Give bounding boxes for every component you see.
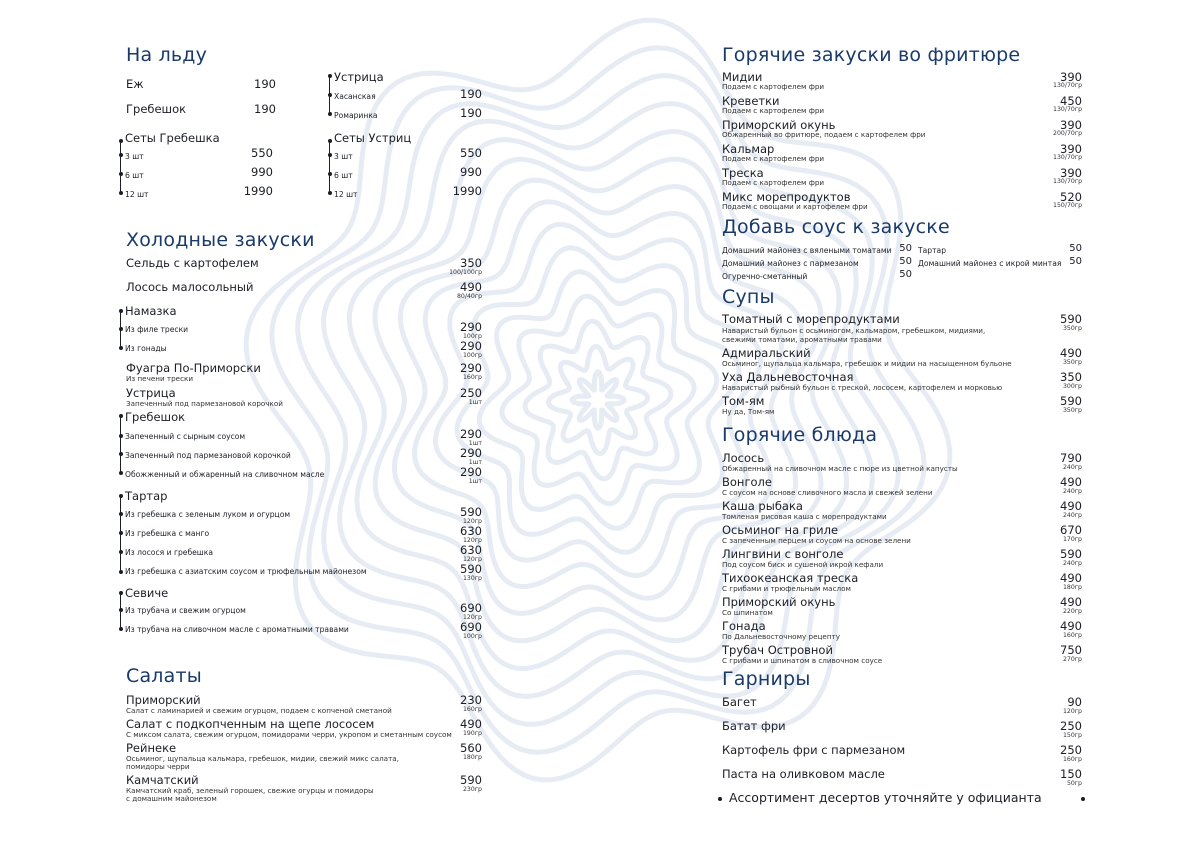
item-weight: 240гр [1063,512,1082,519]
item-description: Ну да, Том-ям [722,407,775,416]
item-weight: 240гр [1063,560,1082,567]
item-name: Камчатский [126,773,199,787]
menu-item [722,696,1082,720]
item-name: Креветки [722,94,780,108]
menu-item [722,119,1082,143]
item-name: Трубач Островной [722,643,833,657]
item-name: Из филе трески [125,325,189,334]
item-name: Осьминог на гриле [722,523,839,537]
item-price: 790 [1060,451,1082,465]
item-name: Багет [722,695,757,709]
wave-ring [479,272,717,529]
item-weight: 130/70гр [1053,178,1082,185]
bullet-dot [119,531,123,535]
sauce-price: 50 [899,256,912,267]
item-weight: 120гр [463,537,482,544]
item-weight: 100гр [463,333,482,340]
menu-item [722,71,1082,95]
item-weight: 300гр [1063,383,1082,390]
item-price: 190 [460,106,482,120]
group-title: Устрица [334,70,384,84]
bullet-dot [328,191,332,195]
item-name: Из гребешка с манго [125,529,210,538]
item-name: Запеченный с сырным соусом [125,432,246,441]
item-name: Из гребешка с зеленым луком и огурцом [125,510,291,519]
bullet-dot [119,608,123,612]
item-weight: 230гр [463,786,482,793]
bullet-dot [119,494,123,498]
item-name: Мидии [722,70,763,84]
item-description: Обжаренный на сливочном масле с пюре из цветной капусты [722,464,958,473]
wave-ring [435,224,760,575]
item-description: С миксом салата, свежим огурцом, помидорами черри, укропом и сметанным соусом [126,730,452,739]
item-name: Микс морепродуктов [722,190,851,204]
item-price: 290 [460,465,482,479]
item-weight: 100гр [463,352,482,359]
item-weight: 80/40гр [456,293,482,300]
menu-item [722,95,1082,119]
item-price: 190 [254,77,276,91]
bullet-dot [718,797,722,801]
menu-item [722,395,1082,419]
bullet-dot [1081,797,1085,801]
item-price: 490 [1060,499,1082,513]
item-name: Запеченный под пармезановой корочкой [125,451,291,460]
sauce-name: Тартар [918,246,947,255]
item-price: 390 [1060,166,1082,180]
item-price: 190 [254,102,276,116]
menu-item [722,720,1082,744]
bullet-dot [119,153,123,157]
bullet-dot [119,191,123,195]
menu-item [722,347,1082,371]
group-bracket-line [329,141,330,193]
bullet-dot [328,112,332,116]
sauce-name: Домашний майонез с икрой минтая [918,259,1062,268]
item-description-line2: свежими томатами, ароматными травами [722,335,882,344]
group-bracket-line [120,416,121,473]
item-description: Камчатский краб, зеленый горошек, свежие огурцы и помидоры [126,786,374,795]
item-description: Подаем с картофелем фри [722,82,825,91]
item-price: 590 [1060,547,1082,561]
sauce-item [722,242,912,256]
item-description: Запеченный под пармезановой корочкой [126,399,283,408]
item-description: С грибами и шпинатом в сливочном соусе [722,656,883,665]
item-name: Картофель фри с пармезаном [722,743,906,757]
item-price: 450 [1060,94,1082,108]
item-price: 590 [460,562,482,576]
section-title-cold: Холодные закуски [126,229,315,251]
item-price: 670 [1060,523,1082,537]
item-price: 490 [1060,475,1082,489]
item-price: 550 [251,146,273,160]
item-price: 290 [460,361,482,375]
item-name: 3 шт [334,152,353,161]
item-weight: 350гр [1063,325,1082,332]
menu-item [722,476,1082,500]
group-title: Севиче [125,586,169,600]
item-name: Из гребешка с азиатским соусом и трюфельным майонезом [125,567,367,576]
item-name: Каша рыбака [722,499,803,513]
item-price: 350 [460,256,482,270]
item-price: 520 [1060,190,1082,204]
item-weight: 1шт [468,440,482,447]
item-weight: 120гр [463,518,482,525]
item-weight: 160гр [463,706,482,713]
item-price: 290 [460,427,482,441]
item-description: С запеченным перцем и соусом на основе зелени [722,536,911,545]
item-price: 590 [1060,312,1082,326]
item-price: 630 [460,543,482,557]
item-price: 390 [1060,70,1082,84]
wave-ring [549,347,648,454]
item-weight: 160гр [1063,632,1082,639]
wave-ring [572,372,624,428]
bullet-dot [119,346,123,350]
item-price: 90 [1067,695,1082,709]
item-price: 390 [1060,118,1082,132]
item-weight: 150/70гр [1053,202,1082,209]
item-name: Приморский [126,693,201,707]
menu-item [125,563,482,587]
bullet-dot [119,452,123,456]
menu-item [722,452,1082,476]
item-weight: 350гр [1063,407,1082,414]
section-title-soups: Супы [722,286,775,308]
item-name: Из гонады [125,344,167,353]
menu-item [722,313,1082,347]
item-price: 250 [1060,743,1082,757]
item-weight: 120гр [463,556,482,563]
item-name: Батат фри [722,719,786,733]
menu-item [722,143,1082,167]
bullet-dot [119,327,123,331]
item-price: 390 [1060,142,1082,156]
item-weight: 200/70гр [1053,130,1082,137]
item-name: Гребешок [126,102,187,116]
item-name: Ромаринка [334,111,378,120]
item-weight: 160гр [1063,756,1082,763]
item-name: Приморский окунь [722,595,836,609]
item-name: Треска [722,166,764,180]
item-price: 490 [1060,619,1082,633]
section-title-sides: Гарниры [722,668,811,690]
menu-item [126,103,276,127]
item-description: Томленая рисовая каша с морепродуктами [722,512,887,521]
item-price: 290 [460,320,482,334]
item-price: 230 [460,693,482,707]
item-name: Рейнеке [126,741,177,755]
group-title: Тартар [125,489,168,503]
item-weight: 130/70гр [1053,82,1082,89]
sauce-item [722,268,912,282]
menu-item [125,466,482,490]
bullet-dot [119,309,123,313]
item-name: 6 шт [125,171,144,180]
item-name: Приморский окунь [722,118,836,132]
section-title-on-ice: На льду [126,44,208,66]
bullet-dot [119,550,123,554]
item-description: Под соусом биск и сушеной икрой кефали [722,560,884,569]
group-bracket-line [120,141,121,193]
item-weight: 350гр [1063,359,1082,366]
menu-item [126,718,482,742]
item-description: Со шпинатом [722,608,773,617]
menu-item [125,185,273,209]
desserts-note [715,790,1087,808]
item-weight: 130/70гр [1053,106,1082,113]
item-name: Вонголе [722,475,772,489]
bullet-dot [119,471,123,475]
bullet-dot [119,172,123,176]
item-price: 250 [1060,719,1082,733]
item-price: 630 [460,524,482,538]
item-name: 3 шт [125,152,144,161]
menu-item [722,744,1082,768]
menu-item [722,644,1082,668]
menu-item [722,371,1082,395]
item-name: Хасанская [334,92,376,101]
item-name: Еж [126,77,144,91]
item-weight: 1шт [468,478,482,485]
item-name: Томатный с морепродуктами [722,312,900,326]
item-price: 1990 [452,184,482,198]
menu-item [722,768,1082,792]
menu-item [126,694,482,718]
item-price: 350 [1060,370,1082,384]
menu-item [722,191,1082,215]
item-price: 690 [460,601,482,615]
item-weight: 120гр [463,614,482,621]
item-description: Осьминог, щупальца кальмара, гребешок и мидии на насыщенном бульоне [722,359,1012,368]
item-weight: 1шт [468,399,482,406]
item-price: 250 [460,386,482,400]
item-description: По Дальневосточному рецепту [722,632,840,641]
sauce-price: 50 [1069,243,1082,254]
item-name: Обожженный и обжаренный на сливочном масле [125,470,325,479]
item-weight: 240гр [1063,464,1082,471]
item-name: Из трубача и свежим огурцом [125,606,246,615]
item-weight: 1шт [468,459,482,466]
sauce-name: Домашний майонез с пармезаном [722,259,859,268]
item-name: 12 шт [334,190,358,199]
item-price: 490 [460,280,482,294]
item-name: Лосось малосольный [126,280,254,294]
group-title: Намазка [125,304,177,318]
menu-item [126,281,482,305]
item-weight: 50гр [1066,780,1082,787]
bullet-dot [328,93,332,97]
sauce-name: Огуречно-сметанный [722,272,808,281]
bullet-dot [119,627,123,631]
item-weight: 100/100гр [449,269,482,276]
menu-item [334,185,482,209]
item-price: 590 [460,505,482,519]
group-title: Сеты Устриц [334,131,412,145]
menu-item [126,362,482,386]
item-weight: 130гр [463,575,482,582]
item-weight: 220гр [1063,608,1082,615]
item-description: С соусом на основе сливочного масла и свежей зелени [722,488,933,497]
item-name: Фуагра По-Приморски [126,361,261,375]
item-price: 750 [1060,643,1082,657]
item-name: Устрица [126,386,176,400]
item-price: 590 [460,773,482,787]
item-name: Паста на оливковом масле [722,767,885,781]
item-description: Обжаренный во фритюре, подаем с картофелем фри [722,130,926,139]
item-weight: 240гр [1063,488,1082,495]
item-description-line2: с домашним майонезом [126,794,217,803]
item-name: Адмиральский [722,346,811,360]
item-price: 560 [460,741,482,755]
item-price: 490 [1060,346,1082,360]
menu-item [722,596,1082,620]
menu-item [722,572,1082,596]
item-name: Лосось [722,451,765,465]
menu-item [126,774,482,806]
group-title: Гребешок [125,410,186,424]
menu-item [722,167,1082,191]
item-price: 490 [460,717,482,731]
item-price: 590 [1060,394,1082,408]
item-weight: 160гр [463,374,482,381]
menu-item [722,548,1082,572]
group-title: Сеты Гребешка [125,131,220,145]
bullet-dot [119,139,123,143]
item-weight: 120гр [1063,708,1082,715]
item-description: Осьминог, щупальца кальмара, гребешок, мидии, свежий микс салата, [126,754,399,763]
bullet-dot [119,414,123,418]
item-description: Подаем с картофелем фри [722,178,825,187]
section-title-hot: Горячие блюда [722,424,878,446]
item-name: Том-ям [722,394,765,408]
item-price: 990 [251,165,273,179]
item-description: Подаем с картофелем фри [722,154,825,163]
item-price: 490 [1060,571,1082,585]
bullet-dot [328,153,332,157]
item-price: 490 [1060,595,1082,609]
item-price: 290 [460,339,482,353]
menu-item [126,257,482,281]
sauce-item [918,242,1082,256]
bullet-dot [328,172,332,176]
bullet-dot [119,591,123,595]
menu-item [126,387,482,411]
sauce-price: 50 [899,243,912,254]
menu-item [126,78,276,102]
item-weight: 170гр [1063,536,1082,543]
item-weight: 190гр [463,730,482,737]
sauce-item [722,255,912,269]
item-price: 550 [460,146,482,160]
bullet-dot [119,434,123,438]
bullet-dot [328,139,332,143]
section-title-fried: Горячие закуски во фритюре [722,44,1021,66]
item-name: Из трубача на сливочном масле с ароматными травами [125,625,349,634]
item-name: Уха Дальневосточная [722,370,854,384]
item-name: Салат с подкопченным на щепе лососем [126,717,375,731]
item-name: 6 шт [334,171,353,180]
item-description: Наваристый рыбный бульон с треской, лососем, картофелем и морковью [722,383,1003,392]
item-weight: 180гр [463,754,482,761]
item-weight: 180гр [1063,584,1082,591]
item-description-line2: помидоры черри [126,762,190,771]
item-name: Гонада [722,619,766,633]
bullet-dot [119,570,123,574]
item-name: 12 шт [125,190,149,199]
item-description: С грибами и трюфельным маслом [722,584,851,593]
sauce-item [918,255,1082,269]
sauce-price: 50 [1069,256,1082,267]
item-weight: 130/70гр [1053,154,1082,161]
sauce-price: 50 [899,269,912,280]
section-title-sauce: Добавь соус к закуске [722,216,950,238]
item-description: Из печени трески [126,374,194,383]
item-price: 1990 [243,184,273,198]
bullet-dot [119,512,123,516]
item-price: 190 [460,87,482,101]
item-name: Лингвини с вонголе [722,547,844,561]
menu-item [722,620,1082,644]
item-price: 990 [460,165,482,179]
item-name: Из лосося и гребешка [125,548,213,557]
item-description: Подаем с овощами и картофелем фри [722,202,868,211]
menu-item [334,107,482,131]
item-name: Тихоокеанская треска [722,571,859,585]
item-weight: 270гр [1063,656,1082,663]
item-weight: 100гр [463,633,482,640]
sauce-name: Домашний майонез с вялеными томатами [722,246,892,255]
menu-item [722,524,1082,548]
item-name: Сельдь с картофелем [126,256,259,270]
menu-item [125,621,482,645]
wave-ring [502,296,694,503]
desserts-note-text: Ассортимент десертов уточняйте у официанта [729,790,1042,805]
section-title-salads: Салаты [126,665,202,687]
menu-item [126,742,482,774]
menu-item [722,500,1082,524]
item-price: 150 [1060,767,1082,781]
item-name: Кальмар [722,142,775,156]
item-weight: 150гр [1063,732,1082,739]
item-description: Салат с ламинарией и свежим огурцом, подаем с копченой сметаной [126,706,392,715]
item-price: 290 [460,446,482,460]
bullet-dot [328,74,332,78]
item-description: Наваристый бульон с осьминогом, кальмаром, гребешком, мидиями, [722,326,986,335]
item-price: 690 [460,620,482,634]
item-description: Подаем с картофелем фри [722,106,825,115]
